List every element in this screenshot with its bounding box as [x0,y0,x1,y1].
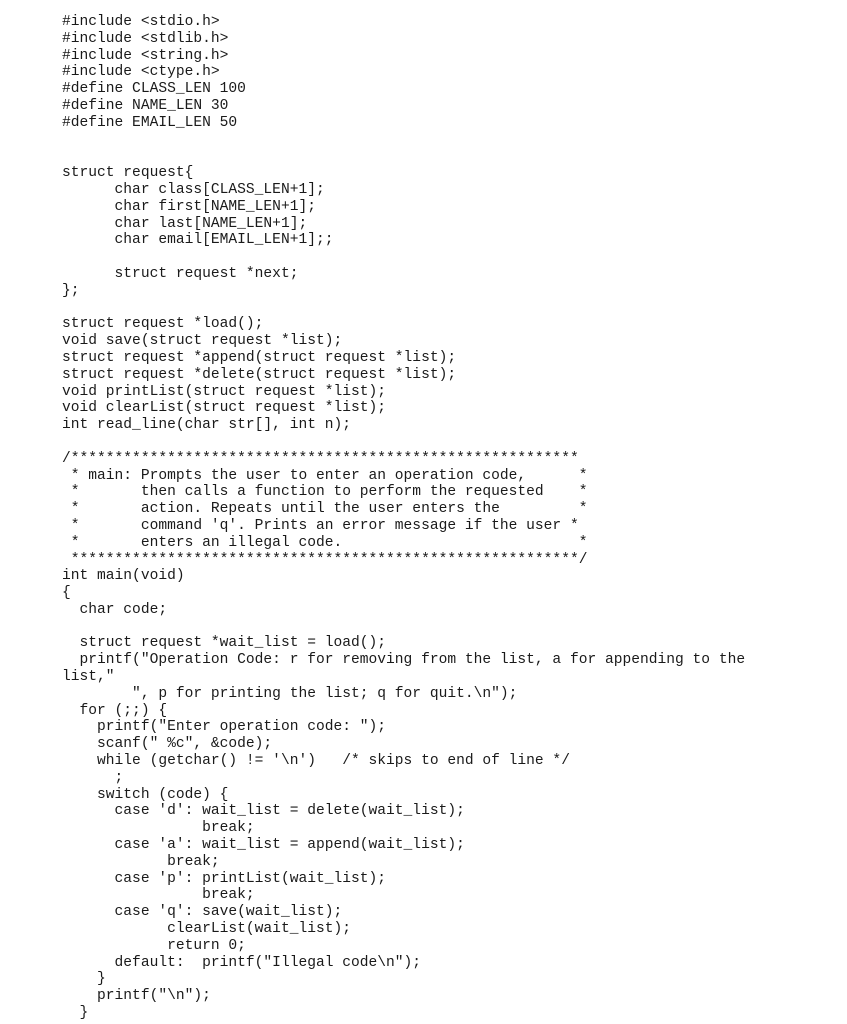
code-line: printf("\n"); [62,988,211,1005]
code-line: break; [62,820,255,837]
code-line: * command 'q'. Prints an error message if the user * [62,517,579,534]
code-line: char class[CLASS_LEN+1]; [62,181,325,198]
code-line [62,619,842,636]
code-line: #include <string.h> [62,47,229,64]
code-line: break; [62,887,255,904]
code-line: int read_line(char str[], int n); [62,417,352,434]
code-line: void printList(struct request *list); [62,383,387,400]
code-line: #define EMAIL_LEN 50 [62,114,238,131]
code-line: } [62,1005,89,1022]
code-line: while (getchar() != '\n') /* skips to end of line */ [62,753,570,770]
code-line: default: printf("Illegal code\n"); [62,954,422,971]
code-line: case 'a': wait_list = append(wait_list); [62,837,465,854]
code-line: case 'p': printList(wait_list); [62,870,387,887]
code-line: char code; [62,601,168,618]
code-line: { [62,585,71,602]
code-line: case 'q': save(wait_list); [62,904,343,921]
code-line: * action. Repeats until the user enters the * [62,501,588,518]
code-line: struct request *delete(struct request *list); [62,366,457,383]
code-listing [62,14,842,1022]
code-line: void save(struct request *list); [62,333,343,350]
code-line: list," [62,669,115,686]
code-line [62,249,842,266]
code-line [62,300,842,317]
code-line: /********************************************************** [62,450,579,467]
code-line [62,132,842,149]
code-line: switch (code) { [62,786,229,803]
code-line: printf("Enter operation code: "); [62,719,387,736]
code-line: **********************************************************/ [62,551,588,568]
code-line: #include <stdlib.h> [62,30,229,47]
code-line: #define CLASS_LEN 100 [62,81,246,98]
code-line: ", p for printing the list; q for quit.\n"); [62,685,518,702]
code-line: for (;;) { [62,702,168,719]
code-line: char first[NAME_LEN+1]; [62,198,316,215]
code-line: break; [62,853,220,870]
code-line [62,434,842,451]
code-line: }; [62,282,80,299]
code-line: struct request{ [62,165,194,182]
code-line: return 0; [62,937,246,954]
code-line: clearList(wait_list); [62,921,352,938]
code-line: #include <ctype.h> [62,64,220,81]
code-line: scanf(" %c", &code); [62,736,273,753]
code-line: #include <stdio.h> [62,14,220,30]
code-line: printf("Operation Code: r for removing from the list, a for appending to the [62,652,746,669]
code-line: char last[NAME_LEN+1]; [62,215,308,232]
code-line [62,148,842,165]
code-line: struct request *append(struct request *list); [62,349,457,366]
code-line: } [62,971,106,988]
code-line: void clearList(struct request *list); [62,400,387,417]
code-line: * enters an illegal code. * [62,534,588,551]
code-line: * then calls a function to perform the requested * [62,484,588,501]
code-line: struct request *next; [62,265,299,282]
code-line: char email[EMAIL_LEN+1];; [62,232,334,249]
code-line: case 'd': wait_list = delete(wait_list); [62,803,465,820]
code-line: struct request *wait_list = load(); [62,635,387,652]
code-line: struct request *load(); [62,316,264,333]
code-line: * main: Prompts the user to enter an operation code, * [62,467,588,484]
code-line: int main(void) [62,568,185,585]
code-line: ; [62,769,124,786]
code-line: #define NAME_LEN 30 [62,97,229,114]
